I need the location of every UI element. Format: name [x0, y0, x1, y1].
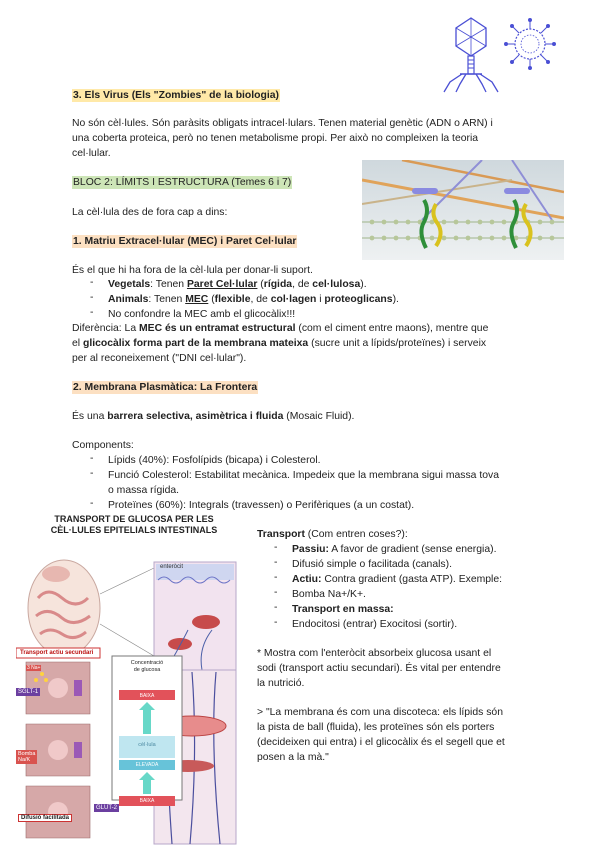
figure-title-line-2: CÈL·LULES EPITELIALS INTESTINALS: [50, 525, 218, 535]
bloc2-heading: BLOC 2: LÍMITS I ESTRUCTURA (Temes 6 i 7): [73, 177, 292, 188]
component-lipids: Lípids (40%): Fosfolípids (bicapa) i Colesterol.: [108, 455, 321, 466]
component-proteins: Proteïnes (60%): Integrals (travessen) o Perifèriques (a un costat).: [108, 500, 415, 511]
bacteriophage-illustration: [436, 12, 506, 94]
virus-heading: 3. Els Virus (Els "Zombies" de la biologia): [73, 90, 279, 101]
mec-heading: 1. Matriu Extracel·lular (MEC) i Paret Cel·lular: [73, 236, 297, 247]
bullet-dash: -: [274, 602, 278, 613]
figure-label-pump: Bomba Na/K: [18, 751, 36, 763]
component-cholesterol: Funció Colesterol: Estabilitat mecànica. Impedeix que la membrana sigui massa tova: [108, 470, 499, 481]
membrane-quote-line-3: (decideixen qui entra) i el glicocàlix és el segell que et: [257, 737, 505, 748]
enterocyte-note-line-1: * Mostra com l'enteròcit absorbeix glucosa usant el: [257, 648, 492, 659]
mec-difference-line-2: el glicocàlix forma part de la membrana mateixa (sucre unit a lípids/proteïnes) i serveix: [72, 338, 487, 349]
enterocyte-note-line-3: la nutrició.: [257, 678, 305, 689]
mec-difference-line-1: Diferència: La MEC és un entramat estructural (com el ciment entre maons), mentre que: [72, 323, 489, 334]
membrane-intro: És una barrera selectiva, asimètrica i fluida (Mosaic Fluid).: [72, 411, 355, 422]
transport-active: Actiu: Contra gradient (gasta ATP). Exemple:: [292, 574, 503, 585]
bloc2-intro: La cèl·lula des de fora cap a dins:: [72, 207, 228, 218]
figure-label-sglt1: SGLT-1: [18, 689, 39, 695]
membrane-illustration: [362, 160, 564, 260]
figure-conc-low-top: BAIXA: [139, 693, 155, 699]
glucose-transport-figure: [16, 514, 252, 846]
figure-label-glut2: GLUT-2: [96, 805, 118, 811]
transport-passive: Passiu: A favor de gradient (sense energia).: [292, 544, 497, 555]
virus-text-line-1: No són cèl·lules. Són paràsits obligats intracel·lulars. Tenen material genètic (ADN o ARN) i: [72, 118, 493, 129]
virus-particle-illustration: [500, 14, 560, 74]
bullet-dash: -: [274, 587, 278, 598]
figure-label-enterocyte: enteròcit: [160, 564, 184, 570]
bullet-dash: -: [274, 542, 278, 553]
bullet-dash: -: [90, 468, 94, 479]
mec-difference-line-3: per al reconeixement ("DNI cel·lular").: [72, 353, 247, 364]
transport-bulk-text: Endocitosi (entrar) Exocitosi (sortir).: [292, 619, 458, 630]
mec-item-vegetals: Vegetals: Tenen Paret Cel·lular (rígida, de cel·lulosa).: [108, 279, 367, 290]
bullet-dash: -: [90, 307, 94, 318]
bullet-dash: -: [274, 557, 278, 568]
membrane-quote-line-1: > "La membrana és com una discoteca: els lípids són: [257, 707, 503, 718]
figure-conc-high: ELEVADA: [135, 762, 159, 768]
bullet-dash: -: [274, 572, 278, 583]
figure-conc-cell: cèl·lula: [138, 742, 156, 748]
transport-pump: Bomba Na+/K+.: [292, 589, 366, 600]
enterocyte-note-line-2: sodi (transport actiu secundari). És vital per entendre: [257, 663, 501, 674]
membrane-quote-line-2: la pista de ball (fluida), les proteïnes són els porters: [257, 722, 495, 733]
mec-item-note: No confondre la MEC amb el glicocàlix!!!: [108, 309, 296, 320]
bullet-dash: -: [90, 292, 94, 303]
bullet-dash: -: [90, 453, 94, 464]
mec-item-animals: Animals: Tenen MEC (flexible, de col·lagen i proteoglicans).: [108, 294, 399, 305]
figure-conc-low-bottom: BAIXA: [139, 798, 155, 804]
virus-text-line-3: cel·lular.: [72, 148, 111, 159]
transport-bulk-label: Transport en massa:: [292, 604, 394, 615]
component-cholesterol-cont: o massa rígida.: [108, 485, 180, 496]
transport-heading: Transport (Com entren coses?):: [257, 529, 408, 540]
membrane-quote-line-4: posen a la mà.": [257, 752, 329, 763]
figure-label-secondary-transport: Transport actiu secundari: [20, 650, 94, 656]
virus-text-line-2: una coberta proteica, però no tenen metabolisme propi. Per això no compleixen la teoria: [72, 133, 479, 144]
bullet-dash: -: [90, 498, 94, 509]
bullet-dash: -: [274, 617, 278, 628]
bullet-dash: -: [90, 277, 94, 288]
membrane-heading: 2. Membrana Plasmàtica: La Frontera: [73, 382, 258, 393]
transport-diffusion: Difusió simple o facilitada (canals).: [292, 559, 452, 570]
figure-conc-title: Concentració de glucosa: [130, 660, 164, 673]
figure-label-na: 3 Na+: [27, 665, 41, 671]
figure-title-line-1: TRANSPORT DE GLUCOSA PER LES: [54, 514, 214, 524]
figure-label-facilitated-diffusion: Difusió facilitada: [18, 814, 72, 822]
components-label: Components:: [72, 440, 134, 451]
mec-intro: És el que hi ha fora de la cèl·lula per donar-li suport.: [72, 265, 313, 276]
